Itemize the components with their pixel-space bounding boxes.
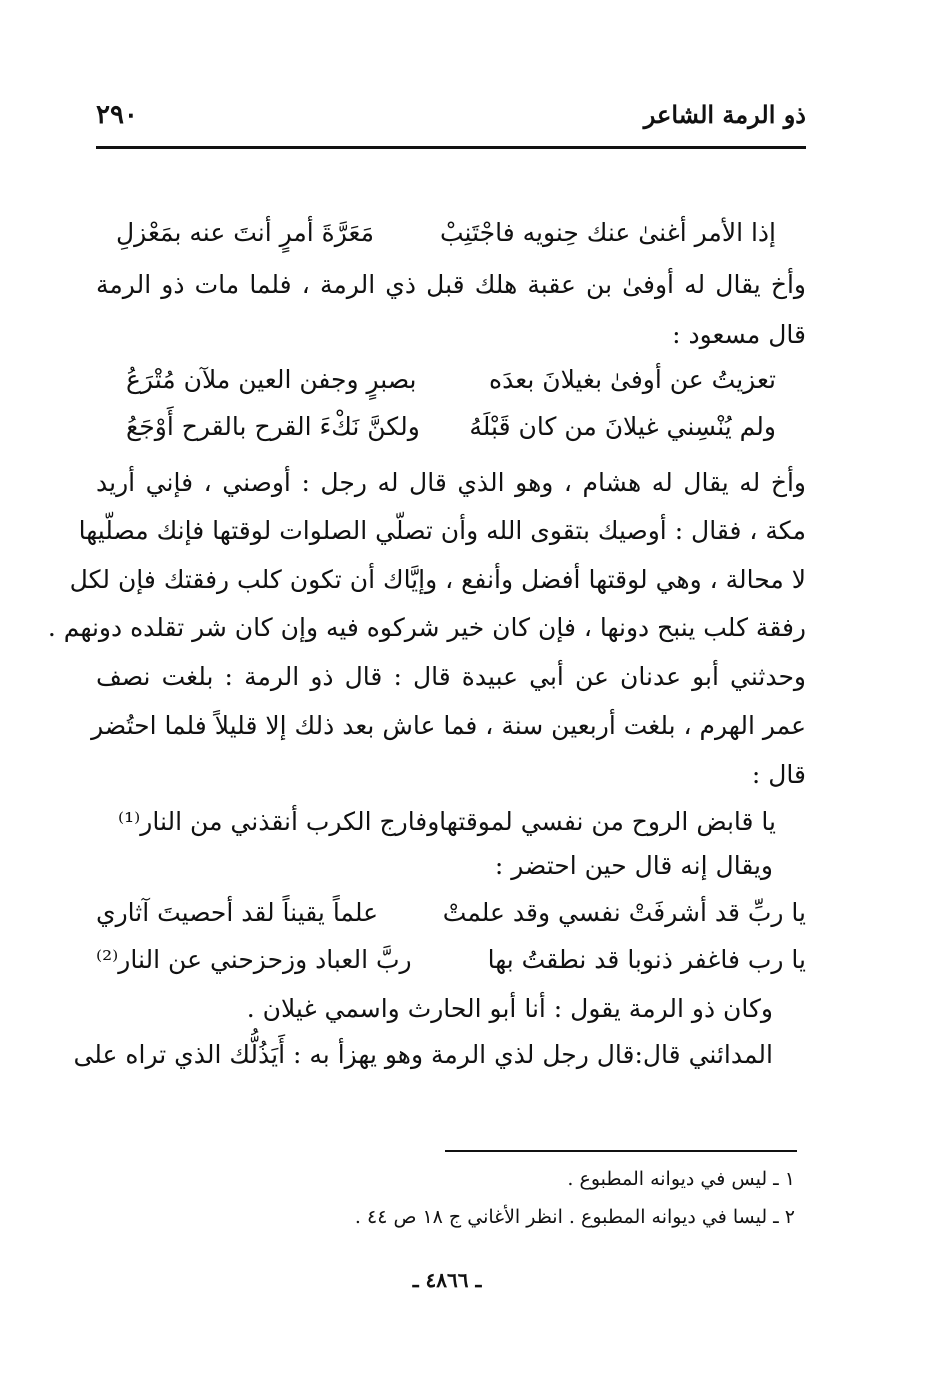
verse-hemistich-second: مَعَرَّةَ أمرٍ أنتَ عنه بمَعْزلِ [116, 218, 375, 247]
verse-hemistich-second: بصبرٍ وجفن العين ملآن مُتْرَعُ [126, 365, 417, 394]
verse-hemistich-first: ولم يُنْسِني غيلانَ من كان قَبْلَهُ [469, 412, 776, 441]
verse-hemistich-first: يا رب فاغفر ذنوبا قد نطقتُ بها [487, 945, 806, 974]
verse-line [96, 365, 806, 401]
paragraph-line: لا محالة ، وهي لوقتها أفضل وأنفع ، وإيَّاك أن تكون كلب رفقتك فإن لكل [69, 565, 806, 594]
verse-line [96, 898, 806, 934]
verse-line [96, 945, 806, 981]
paragraph-line: وكان ذو الرمة يقول : أنا أبو الحارث واسمي غيلان . [246, 994, 773, 1023]
paragraph-line: قال : [751, 760, 806, 789]
paragraph-line: رفقة كلب ينبح دونها ، فإن كان خير شركوه فيه وإن كان شر تقلده دونهم . [47, 613, 806, 642]
footnote: ٢ ـ ليسا في ديوانه المطبوع . انظر الأغاني ج ١٨ ص ٤٤ . [354, 1206, 795, 1228]
verse-hemistich-second: ولكنَّ نَكْءَ القرح بالقرح أَوْجَعُ [126, 412, 420, 441]
page-number: ٢٩٠ [96, 100, 138, 130]
paragraph-line [495, 853, 935, 878]
running-title: ذو الرمة الشاعر [643, 100, 806, 129]
running-header [96, 100, 806, 140]
paragraph-line: المدائني قال:قال رجل لذي الرمة وهو يهزأ به : أَيَذُلُّك الذي تراه على [73, 1040, 773, 1069]
footnote: ١ ـ ليس في ديوانه المطبوع . [567, 1168, 795, 1190]
verse-hemistich-first: إذا الأمر أغنىٰ عنك حِنويه فاجْتَنِبْ [439, 218, 776, 247]
verse-hemistich-second: وفارج الكرب أنقذني من النار⁽¹⁾ [118, 807, 440, 836]
verse-hemistich-first: يا قابض الروح من نفسي لموقتها [439, 807, 776, 836]
paragraph-line-text: ويقال إنه قال حين احتضر : [494, 851, 773, 880]
verse-hemistich-first: يا ربِّ قد أشرفَتْ نفسي وقد علمتْ [442, 898, 806, 927]
paragraph-line: وحدثني أبو عدنان عن أبي عبيدة قال : قال ذو الرمة : بلغت نصف [96, 662, 806, 691]
footnote-rule [445, 1150, 797, 1152]
verse-line [96, 807, 806, 843]
paragraph-line: مكة ، فقال : أوصيك بتقوى الله وأن تصلّي الصلوات لوقتها فإنك مصلّيها [78, 516, 806, 545]
folio-number: ـ ٤٨٦٦ ـ [412, 1268, 482, 1292]
verse-line [96, 218, 806, 254]
verse-line [96, 412, 806, 448]
paragraph-line: وأخ يقال له أوفىٰ بن عقبة هلك قبل ذي الرمة ، فلما مات ذو الرمة [96, 270, 806, 299]
paragraph-line: قال مسعود : [672, 320, 806, 349]
verse-hemistich-second: علماً يقيناً لقد أحصيتَ آثاري [96, 898, 379, 927]
header-rule [96, 146, 806, 149]
paragraph-line: وأخ له يقال له هشام ، وهو الذي قال له رجل : أوصني ، فإني أريد [96, 468, 806, 497]
verse-hemistich-first: تعزيتُ عن أوفىٰ بغيلانَ بعدَه [489, 365, 776, 394]
paragraph-line: عمر الهرم ، بلغت أربعين سنة ، فما عاش بعد ذلك إلا قليلاً فلما احتُضر [91, 711, 806, 740]
verse-hemistich-second: ربَّ العباد وزحزحني عن النار⁽²⁾ [96, 945, 412, 974]
